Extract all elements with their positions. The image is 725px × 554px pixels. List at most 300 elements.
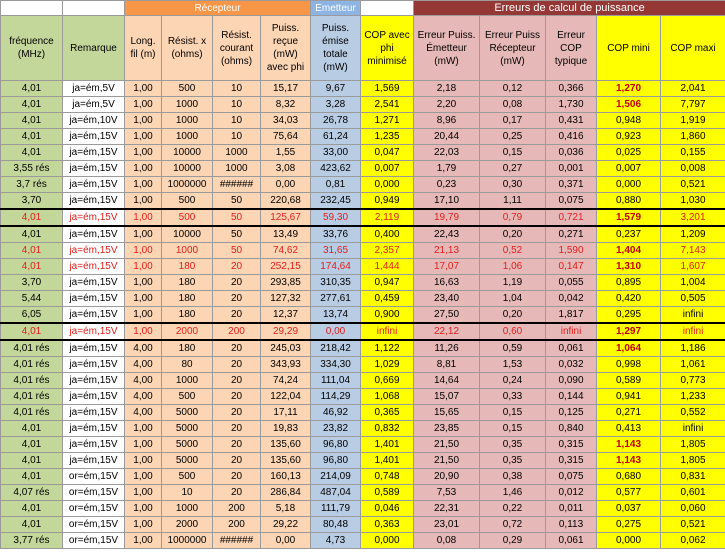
table-cell: ja=ém,15V	[63, 323, 125, 340]
table-cell: 0,900	[361, 307, 414, 324]
table-cell: 200	[213, 517, 261, 533]
table-cell: 0,371	[546, 177, 597, 193]
table-cell: 29,29	[261, 323, 311, 340]
table-cell: 0,032	[546, 357, 597, 373]
table-cell: 0,00	[261, 177, 311, 193]
table-cell: 0,075	[546, 193, 597, 210]
table-row	[1, 469, 725, 485]
table-cell: 0,35	[480, 453, 546, 469]
table-cell: 15,65	[414, 405, 480, 421]
table-cell: ######	[213, 177, 261, 193]
table-cell: 0,17	[480, 113, 546, 129]
table-cell: 0,773	[661, 373, 725, 389]
table-row	[1, 405, 725, 421]
table-cell: 4,01 rés	[1, 389, 63, 405]
table-row	[1, 307, 725, 324]
table-cell: 8,96	[414, 113, 480, 129]
table-cell: 50	[213, 209, 261, 226]
table-cell: 8,81	[414, 357, 480, 373]
table-cell: 2,20	[414, 97, 480, 113]
table-cell: 4,01	[1, 501, 63, 517]
table-cell: 0,00	[261, 533, 311, 549]
table-cell: 500	[162, 469, 213, 485]
table-cell: 23,82	[311, 421, 361, 437]
table-cell: 5000	[162, 453, 213, 469]
table-cell: 1,06	[480, 259, 546, 275]
table-cell: 1,404	[597, 243, 661, 259]
table-cell: 5000	[162, 421, 213, 437]
table-cell: 1,122	[361, 340, 414, 357]
table-cell: 1,235	[361, 129, 414, 145]
table-cell: 5000	[162, 405, 213, 421]
column-header: Long. fil (m)	[125, 16, 162, 81]
table-cell: 1,401	[361, 453, 414, 469]
table-cell: 1,143	[597, 437, 661, 453]
table-cell: ja=ém,15V	[63, 226, 125, 243]
table-cell: ja=ém,5V	[63, 81, 125, 97]
column-header: COP mini	[597, 16, 661, 81]
table-cell: 0,007	[361, 161, 414, 177]
table-cell: 0,552	[661, 405, 725, 421]
table-cell: 0,125	[546, 405, 597, 421]
table-cell: 21,50	[414, 437, 480, 453]
table-cell: 17,10	[414, 193, 480, 210]
table-cell: 423,62	[311, 161, 361, 177]
table-row	[1, 97, 725, 113]
table-cell: 160,13	[261, 469, 311, 485]
table-cell: 4,01	[1, 323, 63, 340]
table-cell: or=ém,15V	[63, 533, 125, 549]
table-cell: 80,48	[311, 517, 361, 533]
group-header-blank	[361, 1, 414, 16]
table-cell: ja=ém,15V	[63, 357, 125, 373]
table-cell: 0,72	[480, 517, 546, 533]
table-cell: 1,55	[261, 145, 311, 161]
table-cell: ja=ém,15V	[63, 161, 125, 177]
table-cell: or=ém,15V	[63, 501, 125, 517]
table-cell: 61,24	[311, 129, 361, 145]
table-cell: 13,49	[261, 226, 311, 243]
table-cell: 1,029	[361, 357, 414, 373]
table-cell: 50	[213, 193, 261, 210]
table-cell: 293,85	[261, 275, 311, 291]
table-cell: 1,030	[661, 193, 725, 210]
table-cell: 500	[162, 81, 213, 97]
table-cell: 0,24	[480, 373, 546, 389]
table-cell: 0,521	[661, 177, 725, 193]
table-cell: 122,04	[261, 389, 311, 405]
table-cell: 20,44	[414, 129, 480, 145]
table-cell: 1,730	[546, 97, 597, 113]
table-cell: 1,817	[546, 307, 597, 324]
table-cell: 0,81	[311, 177, 361, 193]
table-row	[1, 193, 725, 210]
table-cell: 0,923	[597, 129, 661, 145]
table-cell: 3,08	[261, 161, 311, 177]
table-cell: 0,998	[597, 357, 661, 373]
table-cell: 1000000	[162, 533, 213, 549]
table-cell: 29,22	[261, 517, 311, 533]
table-cell: 20	[213, 405, 261, 421]
table-cell: 1,233	[661, 389, 725, 405]
table-cell: 21,50	[414, 453, 480, 469]
table-cell: 125,67	[261, 209, 311, 226]
table-cell: 310,35	[311, 275, 361, 291]
table-cell: ja=ém,15V	[63, 193, 125, 210]
table-cell: 200	[213, 501, 261, 517]
table-cell: 0,025	[597, 145, 661, 161]
table-cell: 0,52	[480, 243, 546, 259]
table-cell: 1,00	[125, 323, 162, 340]
table-cell: 0,037	[597, 501, 661, 517]
table-cell: 1,401	[361, 437, 414, 453]
table-cell: 1,00	[125, 161, 162, 177]
table-cell: 23,85	[414, 421, 480, 437]
table-cell: 5,18	[261, 501, 311, 517]
table-cell: 1,506	[597, 97, 661, 113]
table-cell: 0,155	[661, 145, 725, 161]
table-cell: 0,090	[546, 373, 597, 389]
table-cell: ja=ém,15V	[63, 373, 125, 389]
table-cell: 180	[162, 275, 213, 291]
table-cell: 4,00	[125, 405, 162, 421]
table-cell: 0,25	[480, 129, 546, 145]
table-cell: 0,147	[546, 259, 597, 275]
table-cell: ja=ém,15V	[63, 453, 125, 469]
table-cell: ja=ém,15V	[63, 145, 125, 161]
table-cell: 2,041	[661, 81, 725, 97]
table-cell: 20	[213, 340, 261, 357]
table-row	[1, 145, 725, 161]
table-cell: 15,07	[414, 389, 480, 405]
table-cell: 1,00	[125, 97, 162, 113]
table-cell: 0,144	[546, 389, 597, 405]
table-cell: 59,30	[311, 209, 361, 226]
table-cell: 4,00	[125, 389, 162, 405]
table-cell: 20	[213, 389, 261, 405]
table-cell: ######	[213, 533, 261, 549]
table-cell: 0,413	[597, 421, 661, 437]
group-header-erreurs: Erreurs de calcul de puissance	[414, 1, 725, 16]
table-cell: 1,00	[125, 193, 162, 210]
table-cell: 111,79	[311, 501, 361, 517]
table-cell: 0,669	[361, 373, 414, 389]
table-cell: 2000	[162, 517, 213, 533]
table-cell: 0,60	[480, 323, 546, 340]
table-cell: 0,061	[546, 533, 597, 549]
table-cell: 0,22	[480, 501, 546, 517]
table-cell: or=ém,15V	[63, 485, 125, 501]
table-cell: 4,01	[1, 97, 63, 113]
table-cell: 20	[213, 469, 261, 485]
table-cell: 232,45	[311, 193, 361, 210]
table-cell: 1,00	[125, 259, 162, 275]
table-cell: 218,42	[311, 340, 361, 357]
table-cell: 10	[213, 97, 261, 113]
table-row	[1, 177, 725, 193]
table-cell: 286,84	[261, 485, 311, 501]
table-cell: 4,01	[1, 453, 63, 469]
group-header-blank	[1, 1, 63, 16]
table-cell: 0,20	[480, 307, 546, 324]
table-cell: 0,832	[361, 421, 414, 437]
table-row	[1, 81, 725, 97]
table-cell: 0,721	[546, 209, 597, 226]
table-cell: 0,047	[361, 145, 414, 161]
table-cell: 0,062	[661, 533, 725, 549]
table-cell: 0,315	[546, 437, 597, 453]
table-cell: 0,046	[361, 501, 414, 517]
table-cell: 5000	[162, 437, 213, 453]
table-row	[1, 517, 725, 533]
table-cell: 0,577	[597, 485, 661, 501]
group-header-recepteur: Récepteur	[125, 1, 311, 16]
table-cell: infini	[661, 323, 725, 340]
table-cell: 12,37	[261, 307, 311, 324]
table-cell: 3,77 rés	[1, 533, 63, 549]
table-row	[1, 226, 725, 243]
table-cell: 1,00	[125, 485, 162, 501]
table-cell: 1,805	[661, 453, 725, 469]
table-cell: 0,23	[414, 177, 480, 193]
table-cell: 50	[213, 226, 261, 243]
table-cell: 10	[213, 129, 261, 145]
table-cell: 1,444	[361, 259, 414, 275]
table-cell: 20	[213, 275, 261, 291]
table-cell: 0,30	[480, 177, 546, 193]
table-cell: 1000	[213, 161, 261, 177]
table-cell: 0,521	[661, 517, 725, 533]
table-cell: 19,83	[261, 421, 311, 437]
table-cell: 7,53	[414, 485, 480, 501]
table-cell: 96,80	[311, 437, 361, 453]
table-cell: 3,201	[661, 209, 725, 226]
table-cell: 0,20	[480, 226, 546, 243]
table-cell: 2000	[162, 323, 213, 340]
table-cell: 1,00	[125, 243, 162, 259]
table-row	[1, 243, 725, 259]
table-cell: 1,270	[597, 81, 661, 97]
table-cell: 487,04	[311, 485, 361, 501]
table-cell: 10000	[162, 161, 213, 177]
table-cell: 1,919	[661, 113, 725, 129]
table-cell: 1,00	[125, 291, 162, 307]
table-cell: 180	[162, 307, 213, 324]
table-cell: 0,12	[480, 81, 546, 97]
table-cell: 1,143	[597, 453, 661, 469]
table-cell: 0,08	[414, 533, 480, 549]
table-cell: 245,03	[261, 340, 311, 357]
table-cell: ja=ém,15V	[63, 421, 125, 437]
table-cell: 1,79	[414, 161, 480, 177]
table-cell: 14,64	[414, 373, 480, 389]
table-cell: or=ém,15V	[63, 469, 125, 485]
table-cell: ja=ém,15V	[63, 243, 125, 259]
table-cell: 33,00	[311, 145, 361, 161]
table-cell: 0,000	[597, 533, 661, 549]
table-cell: ja=ém,15V	[63, 259, 125, 275]
table-cell: 0,748	[361, 469, 414, 485]
table-cell: 1000	[162, 501, 213, 517]
table-cell: 0,075	[546, 469, 597, 485]
table-cell: 0,400	[361, 226, 414, 243]
table-cell: 0,000	[361, 177, 414, 193]
table-cell: 0,15	[480, 405, 546, 421]
table-cell: 1,00	[125, 421, 162, 437]
table-cell: ja=ém,15V	[63, 340, 125, 357]
column-header: Erreur Puiss. Émetteur (mW)	[414, 16, 480, 81]
table-cell: 0,011	[546, 501, 597, 517]
table-cell: 1,00	[125, 226, 162, 243]
table-cell: 0,459	[361, 291, 414, 307]
table-cell: 0,895	[597, 275, 661, 291]
table-cell: 0,275	[597, 517, 661, 533]
table-cell: 1,00	[125, 81, 162, 97]
table-cell: 0,001	[546, 161, 597, 177]
table-cell: 7,143	[661, 243, 725, 259]
table-cell: 1,209	[661, 226, 725, 243]
table-cell: ja=ém,15V	[63, 389, 125, 405]
table-cell: 0,431	[546, 113, 597, 129]
column-header: Remarque	[63, 16, 125, 81]
table-cell: 0,315	[546, 453, 597, 469]
table-cell: 3,70	[1, 193, 63, 210]
table-cell: 20,90	[414, 469, 480, 485]
table-cell: 220,68	[261, 193, 311, 210]
table-cell: 22,31	[414, 501, 480, 517]
table-cell: 1000	[162, 113, 213, 129]
table-row	[1, 209, 725, 226]
group-header-row	[1, 1, 725, 16]
table-cell: 0,012	[546, 485, 597, 501]
table-cell: 4,01 rés	[1, 340, 63, 357]
table-cell: 0,271	[546, 226, 597, 243]
table-cell: 0,59	[480, 340, 546, 357]
table-cell: 1000	[213, 145, 261, 161]
table-cell: 3,70	[1, 275, 63, 291]
table-cell: 4,01 rés	[1, 357, 63, 373]
table-cell: 19,79	[414, 209, 480, 226]
table-row	[1, 485, 725, 501]
table-row	[1, 533, 725, 549]
table-cell: infini	[661, 307, 725, 324]
table-cell: ja=ém,15V	[63, 307, 125, 324]
table-cell: 20	[213, 437, 261, 453]
table-cell: 0,29	[480, 533, 546, 549]
table-cell: 20	[213, 259, 261, 275]
table-cell: 1,271	[361, 113, 414, 129]
table-cell: 10	[213, 113, 261, 129]
table-cell: 10	[162, 485, 213, 501]
table-cell: 1,00	[125, 209, 162, 226]
table-cell: 20	[213, 307, 261, 324]
table-cell: 22,12	[414, 323, 480, 340]
table-cell: 0,15	[480, 145, 546, 161]
table-cell: ja=ém,15V	[63, 437, 125, 453]
table-cell: 1,19	[480, 275, 546, 291]
table-row	[1, 421, 725, 437]
table-cell: 1,00	[125, 453, 162, 469]
table-cell: 111,04	[311, 373, 361, 389]
table-cell: 1,00	[125, 177, 162, 193]
table-cell: ja=ém,15V	[63, 275, 125, 291]
table-cell: 0,042	[546, 291, 597, 307]
column-header: Erreur Puiss Récepteur (mW)	[480, 16, 546, 81]
table-cell: 0,060	[661, 501, 725, 517]
table-cell: 3,7 rés	[1, 177, 63, 193]
table-cell: 135,60	[261, 453, 311, 469]
table-cell: 10000	[162, 226, 213, 243]
table-cell: 20	[213, 485, 261, 501]
table-cell: 1,310	[597, 259, 661, 275]
table-cell: 4,01	[1, 81, 63, 97]
table-cell: 4,01	[1, 421, 63, 437]
table-cell: 500	[162, 389, 213, 405]
table-cell: 500	[162, 193, 213, 210]
table-row	[1, 453, 725, 469]
table-cell: 1,064	[597, 340, 661, 357]
table-cell: 0,15	[480, 421, 546, 437]
table-cell: 9,67	[311, 81, 361, 97]
table-cell: infini	[546, 323, 597, 340]
table-cell: 1,579	[597, 209, 661, 226]
table-cell: 200	[213, 323, 261, 340]
table-cell: 4,01	[1, 259, 63, 275]
table-cell: 4,01	[1, 243, 63, 259]
table-cell: 1,297	[597, 323, 661, 340]
table-cell: 96,80	[311, 453, 361, 469]
table-cell: 0,601	[661, 485, 725, 501]
table-cell: 0,33	[480, 389, 546, 405]
table-row	[1, 275, 725, 291]
table-cell: 17,07	[414, 259, 480, 275]
table-cell: 343,93	[261, 357, 311, 373]
table-cell: 0,061	[546, 340, 597, 357]
table-cell: 4,07 rés	[1, 485, 63, 501]
table-row	[1, 323, 725, 340]
table-cell: 2,18	[414, 81, 480, 97]
table-cell: 1,607	[661, 259, 725, 275]
table-row	[1, 437, 725, 453]
table-cell: 0,589	[597, 373, 661, 389]
table-cell: 135,60	[261, 437, 311, 453]
table-cell: 1,068	[361, 389, 414, 405]
table-cell: 0,363	[361, 517, 414, 533]
table-row	[1, 291, 725, 307]
table-cell: 1000	[162, 243, 213, 259]
table-cell: 4,00	[125, 340, 162, 357]
table-cell: 180	[162, 340, 213, 357]
table-cell: 20	[213, 453, 261, 469]
table-cell: 8,32	[261, 97, 311, 113]
table-cell: ja=ém,15V	[63, 177, 125, 193]
table-cell: 10000	[162, 145, 213, 161]
table-cell: ja=ém,15V	[63, 209, 125, 226]
table-cell: 22,43	[414, 226, 480, 243]
table-cell: 0,505	[661, 291, 725, 307]
table-cell: 16,63	[414, 275, 480, 291]
table-cell: 75,64	[261, 129, 311, 145]
table-cell: 180	[162, 291, 213, 307]
table-row	[1, 113, 725, 129]
table-cell: 0,055	[546, 275, 597, 291]
table-cell: 4,01	[1, 113, 63, 129]
table-cell: 1000000	[162, 177, 213, 193]
table-cell: 0,680	[597, 469, 661, 485]
table-cell: 1,00	[125, 113, 162, 129]
table-row	[1, 161, 725, 177]
table-cell: 4,01	[1, 129, 63, 145]
